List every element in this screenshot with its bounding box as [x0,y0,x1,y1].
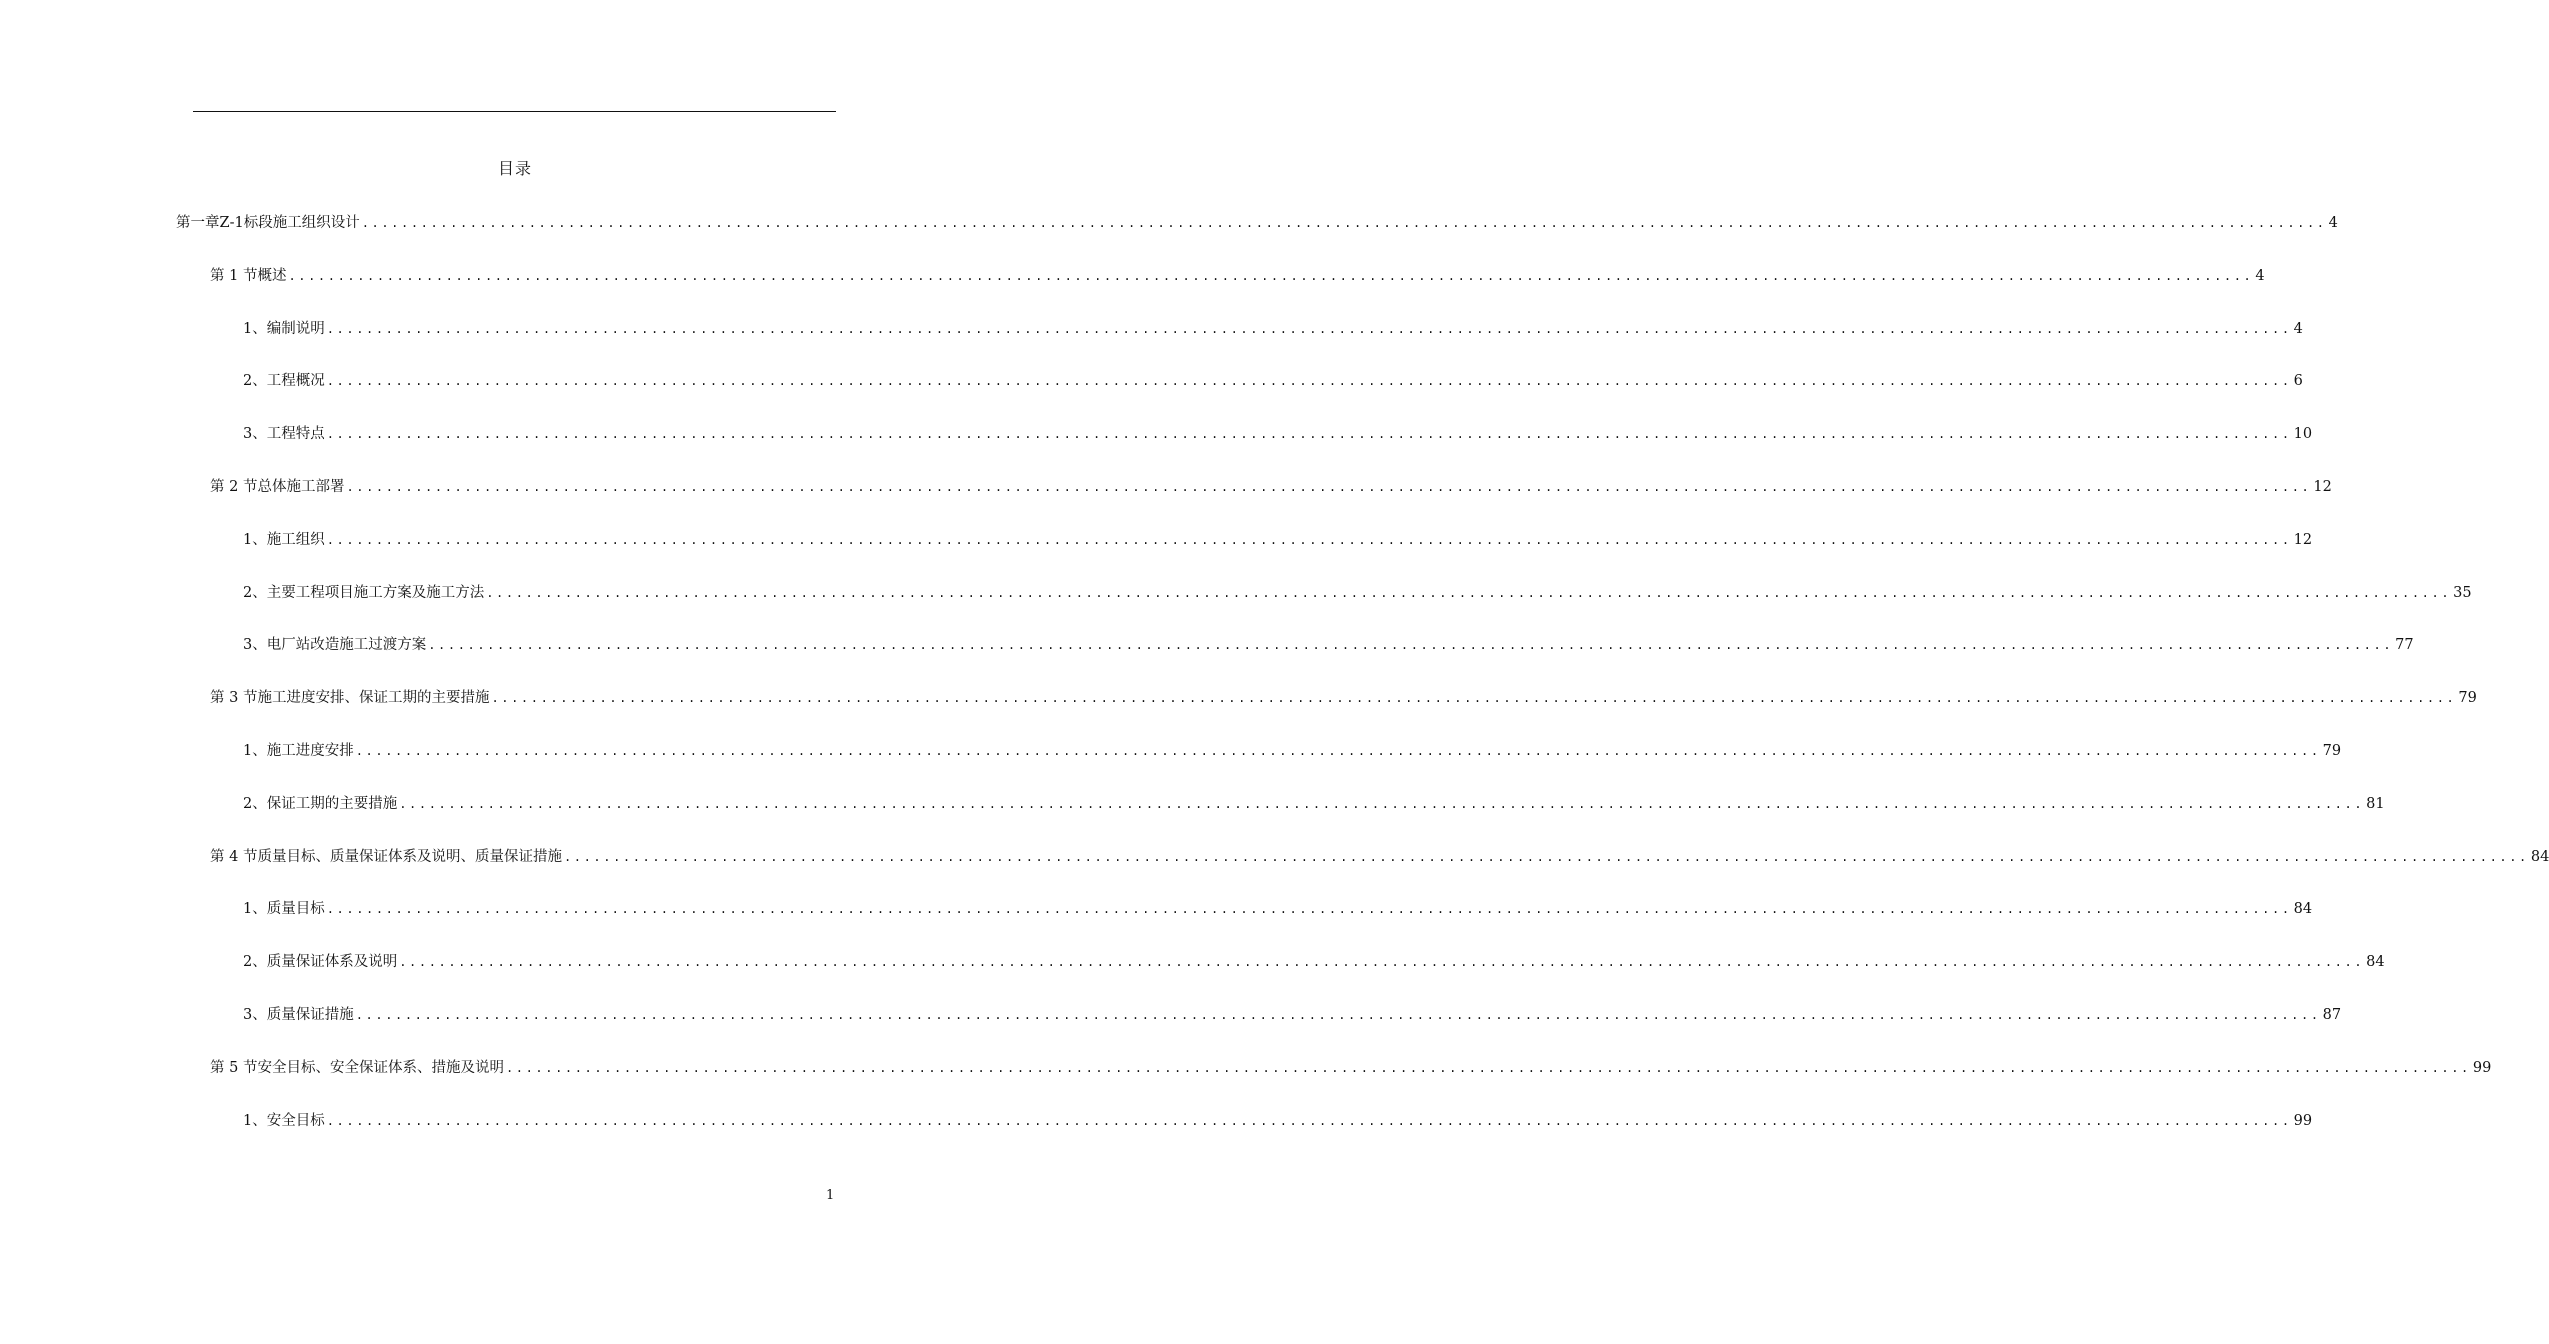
toc-entry-page: 99 [2293,1112,2313,1129]
toc-dot-leader: ........................................................................................................................................................................................................ [428,638,2394,653]
toc-entry[interactable] [210,266,2265,286]
toc-entry-page: 87 [2322,1007,2342,1023]
toc-entry-title: 安全目标 [266,1112,325,1129]
toc-entry-number: 2、 [243,373,267,390]
toc-entry[interactable] [243,899,2313,919]
toc-entry-page: 81 [2366,795,2385,812]
toc-entry-title: 安全目标、安全保证体系、措施及说明 [257,1059,504,1076]
toc-dot-leader: ........................................................................................................................................................................................................ [563,849,2529,864]
toc-entry-title: 质量保证措施 [266,1007,354,1023]
toc-entry-page: 35 [2453,584,2472,601]
toc-dot-leader: ........................................................................................................................................................................................................ [288,268,2254,283]
toc-entry-page: 77 [2395,637,2414,654]
toc-entry[interactable] [243,371,2303,391]
toc-entry-title: 施工进度安排、保证工期的主要措施 [257,690,490,707]
toc-entry-title: 保证工期的主要措施 [266,795,398,812]
toc-entry-page: 79 [2322,743,2342,759]
toc-entry-title: 编制说明 [266,320,325,337]
toc-dot-leader: ........................................................................................................................................................................................................ [355,744,2321,758]
toc-title: 目录 [497,159,532,178]
toc-entry[interactable] [243,1005,2342,1025]
toc-dot-leader: ........................................................................................................................................................................................................ [326,1113,2292,1128]
toc-entry-page: 99 [2472,1059,2492,1076]
toc-dot-leader: ........................................................................................................................................................................................................ [361,216,2327,230]
toc-entry-title: 工程概况 [266,373,325,390]
toc-entry[interactable] [210,688,2477,708]
toc-entry-number: 第 1 节 [210,267,258,284]
toc-entry-number: 1、 [243,320,267,337]
toc-entry-page: 12 [2313,479,2332,495]
toc-entry-title: 质量目标、质量保证体系及说明、质量保证措施 [257,848,562,865]
toc-entry-number: 3、 [243,637,267,654]
toc-entry[interactable] [243,635,2414,655]
toc-entry[interactable] [176,213,2338,233]
toc-entry-page: 4 [2293,320,2303,337]
toc-entry[interactable] [210,1058,2492,1078]
toc-entry[interactable] [243,952,2385,972]
toc-entry-title: 质量目标 [266,901,325,918]
toc-entry-page: 6 [2293,373,2303,390]
toc-dot-leader: ........................................................................................................................................................................................................ [505,1060,2471,1075]
toc-entry-page: 84 [2293,901,2313,918]
toc-entry[interactable] [243,319,2303,339]
toc-entry-page: 84 [2530,848,2549,865]
toc-dot-leader: ........................................................................................................................................................................................................ [326,902,2292,917]
toc-entry[interactable] [210,847,2549,867]
toc-entry-title: 工程特点 [266,426,325,443]
toc-entry-page: 84 [2366,954,2385,971]
toc-entry-number: 第 4 节 [210,848,258,865]
toc-entry-title: 主要工程项目施工方案及施工方法 [266,584,485,601]
toc-entry-number: 2、 [243,584,267,601]
toc-entry-number: 2、 [243,795,267,812]
toc-entry-title: 概述 [257,267,287,284]
toc-entry-number: 3、 [243,1007,267,1023]
toc-entry-page: 12 [2293,531,2313,548]
toc-entry-page: 79 [2458,690,2477,707]
toc-dot-leader: ........................................................................................................................................................................................................ [326,427,2292,442]
toc-entry-title: 施工组织 [266,531,325,548]
toc-dot-leader: ........................................................................................................................................................................................................ [346,480,2312,494]
toc-entry-page: 10 [2293,426,2313,443]
toc-entry-number: 第一章 [176,215,220,231]
toc-entry[interactable] [243,424,2313,444]
page-number: 1 [826,1188,835,1203]
toc-dot-leader: ........................................................................................................................................................................................................ [486,585,2452,600]
toc-entry-number: 1、 [243,1112,267,1129]
toc-entry[interactable] [243,1111,2313,1131]
toc-dot-leader: ........................................................................................................................................................................................................ [326,374,2292,389]
toc-dot-leader: ........................................................................................................................................................................................................ [491,691,2457,706]
toc-dot-leader: ........................................................................................................................................................................................................ [326,532,2292,547]
toc-entry-number: 1、 [243,743,267,759]
toc-entry-number: 2、 [243,954,267,971]
toc-entry-title: 质量保证体系及说明 [266,954,398,971]
toc-entry-number: 第 2 节 [210,479,258,495]
toc-entry-number: 1、 [243,901,267,918]
toc-entry-number: 第 3 节 [210,690,258,707]
toc-dot-leader: ........................................................................................................................................................................................................ [399,955,2365,970]
toc-entry-page: 4 [2328,215,2338,231]
toc-dot-leader: ........................................................................................................................................................................................................ [326,321,2292,336]
toc-entry-page: 4 [2255,267,2265,284]
toc-entry[interactable] [243,741,2342,761]
toc-entry[interactable] [243,530,2313,550]
toc-entry-title: 电厂站改造施工过渡方案 [266,637,427,654]
toc-entry[interactable] [243,583,2472,603]
toc-entry-number: 3、 [243,426,267,443]
toc-entry-number: 1、 [243,531,267,548]
toc-dot-leader: ........................................................................................................................................................................................................ [355,1008,2321,1022]
toc-entry-title: Z-1标段施工组织设计 [219,215,360,231]
toc-entry[interactable] [243,794,2385,814]
toc-entry-title: 施工进度安排 [266,743,354,759]
toc-dot-leader: ........................................................................................................................................................................................................ [399,796,2365,811]
toc-entry[interactable] [210,477,2332,497]
toc-entry-title: 总体施工部署 [257,479,345,495]
toc-entry-number: 第 5 节 [210,1059,258,1076]
